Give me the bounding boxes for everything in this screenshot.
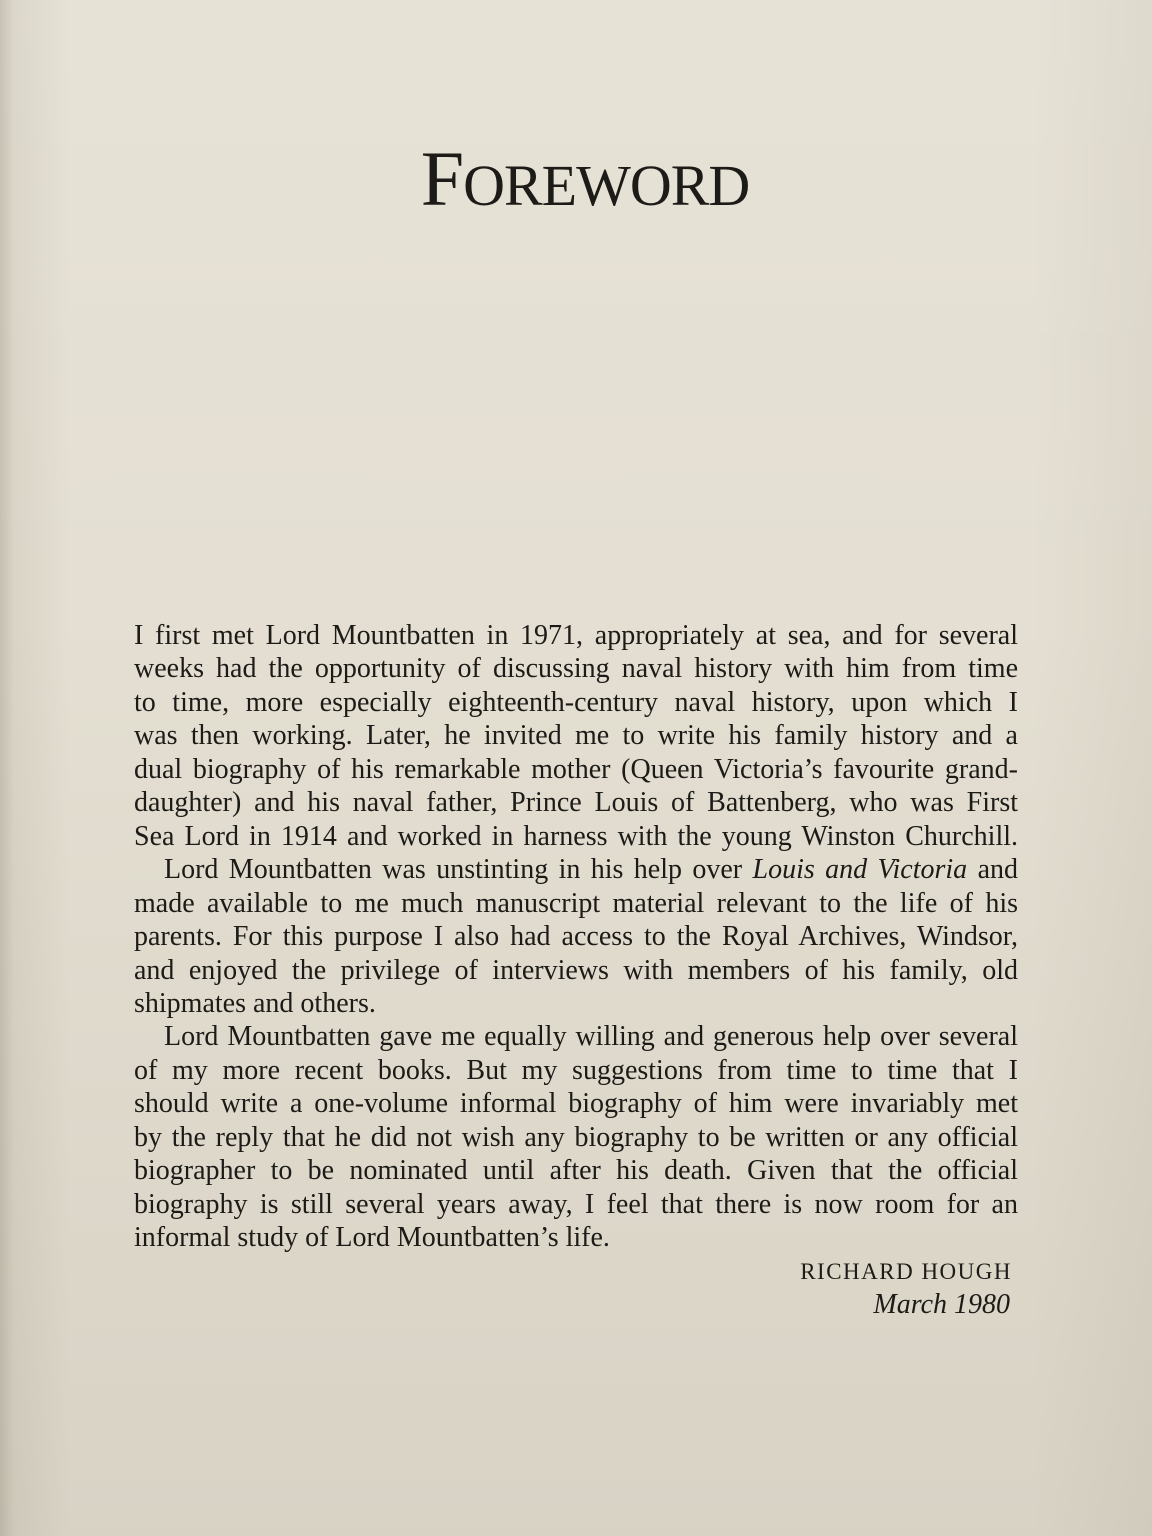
text-line: of my more recent books. But my suggestions from time to time that I [134,1054,1018,1086]
book-title: Louis and Victoria [752,854,968,886]
text-line: daughter) and his naval father, Prince Louis of Battenberg, who was First [134,787,1018,819]
signature-date: March 1980 [873,1289,1010,1321]
text-line: Sea Lord in 1914 and worked in harness with the young Winston Churchill. [134,820,1018,852]
text-line: and enjoyed the privilege of interviews with members of his family, old [134,954,1018,986]
signature [134,1255,1018,1322]
text-line: shipmates and others. [134,987,376,1019]
text-line: by the reply that he did not wish any biography to be written or any official [134,1121,1018,1153]
text-line: Lord Mountbatten gave me equally willing and generous help over several [164,1021,1018,1053]
text-line: dual biography of his remarkable mother (Queen Victoria’s favourite grand- [134,753,1018,785]
paragraph-1 [134,619,1018,853]
text-line: to time, more especially eighteenth-century naval history, upon which I [134,686,1018,718]
text-line: biographer to be nominated until after his death. Given that the official [134,1155,1018,1187]
author-name: RICHARD HOUGH [800,1258,1012,1284]
text-line: parents. For this purpose I also had access to the Royal Archives, Windsor, [134,921,1018,953]
text-line: I first met Lord Mountbatten in 1971, appropriately at sea, and for several [134,620,1018,651]
text-line: made available to me much manuscript material relevant to the life of his [134,887,1018,919]
text-line: should write a one-volume informal biography of him were invariably met [134,1088,1018,1120]
page-title: FOREWORD [420,135,750,222]
text-line: weeks had the opportunity of discussing naval history with him from time [134,653,1018,685]
paragraph-3 [134,1020,1018,1254]
text-line [134,853,1018,886]
text-segment: Lord Mountbatten was unstinting in his help over [164,854,753,886]
text-line: informal study of Lord Mountbatten’s life. [134,1222,610,1254]
foreword-body [134,619,1018,1322]
text-line: biography is still several years away, I feel that there is now room for an [134,1188,1018,1220]
paragraph-2 [134,853,1018,1020]
text-line: was then working. Later, he invited me to write his family history and a [134,720,1018,752]
text-segment: and [967,854,1018,886]
